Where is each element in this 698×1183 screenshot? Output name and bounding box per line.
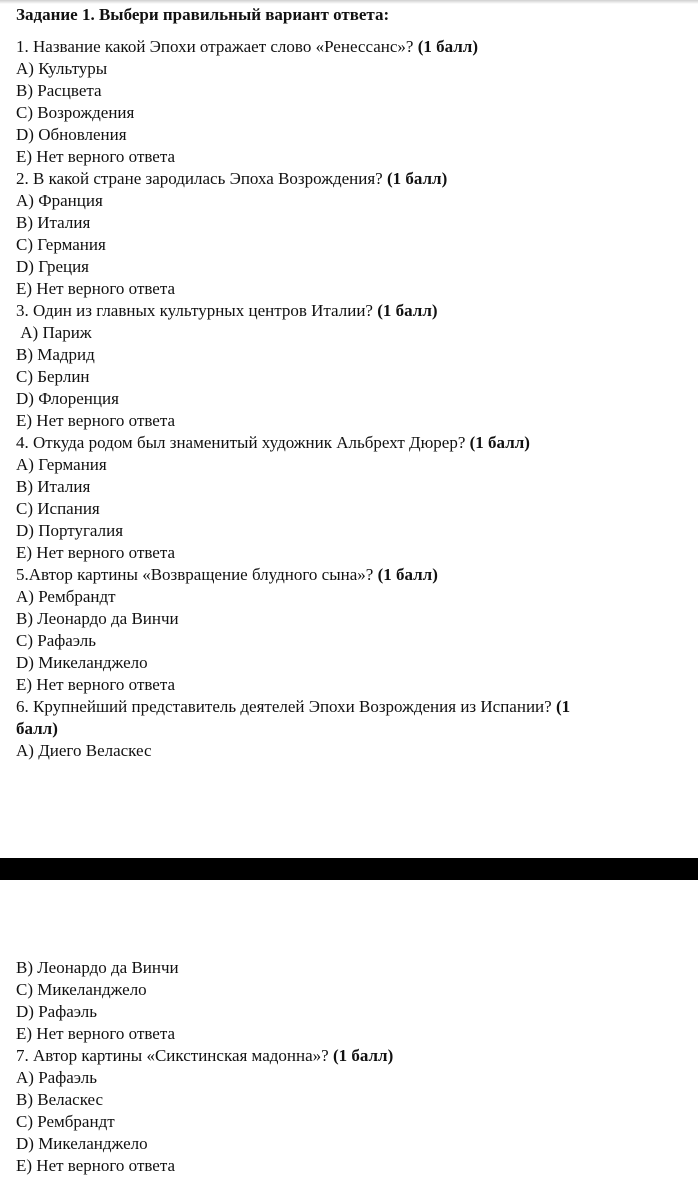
q4-option-e: Е) Нет верного ответа xyxy=(16,543,176,562)
q3-option-a: А) Париж xyxy=(16,323,92,342)
question-4-text: 4. Откуда родом был знаменитый художник Альбрехт Дюрер? xyxy=(16,433,470,452)
question-4 xyxy=(16,432,530,454)
question-5-points: (1 балл) xyxy=(377,565,438,584)
q3-option-c: С) Берлин xyxy=(16,367,90,386)
q7-option-b: В) Веласкес xyxy=(16,1090,104,1109)
q6-option-d: D) Рафаэль xyxy=(16,1002,97,1021)
q6-option-b: В) Леонардо да Винчи xyxy=(16,958,179,977)
question-3-points: (1 балл) xyxy=(377,301,438,320)
q3-option-b: В) Мадрид xyxy=(16,345,95,364)
q1-option-d: D) Обновления xyxy=(16,125,127,144)
q6-option-a: А) Диего Веласкес xyxy=(16,741,152,760)
q1-option-e: Е) Нет верного ответа xyxy=(16,147,176,166)
question-6 xyxy=(16,696,570,718)
q3-option-e: Е) Нет верного ответа xyxy=(16,411,176,430)
q1-option-a: А) Культуры xyxy=(16,59,108,78)
q1-option-b: В) Расцвета xyxy=(16,81,102,100)
question-3-text: 3. Один из главных культурных центров Италии? xyxy=(16,301,378,320)
q6-option-e: Е) Нет верного ответа xyxy=(16,1024,176,1043)
page-separator xyxy=(0,858,698,880)
q4-option-b: В) Италия xyxy=(16,477,91,496)
q6-option-c: С) Микеланджело xyxy=(16,980,147,999)
question-1-points: (1 балл) xyxy=(417,37,478,56)
q4-option-c: С) Испания xyxy=(16,499,100,518)
q4-option-a: А) Германия xyxy=(16,455,107,474)
question-2-text: 2. В какой стране зародилась Эпоха Возрождения? xyxy=(16,169,387,188)
q2-option-d: D) Греция xyxy=(16,257,90,276)
q2-option-e: Е) Нет верного ответа xyxy=(16,279,176,298)
q5-option-c: С) Рафаэль xyxy=(16,631,97,650)
question-1-text: 1. Название какой Эпохи отражает слово «Ренессанс»? xyxy=(16,37,418,56)
q7-option-c: С) Рембрандт xyxy=(16,1112,115,1131)
q2-option-c: С) Германия xyxy=(16,235,106,254)
question-4-points: (1 балл) xyxy=(469,433,530,452)
question-2 xyxy=(16,168,447,190)
question-6-points-start: (1 xyxy=(555,697,571,716)
question-7-text: 7. Автор картины «Сикстинская мадонна»? xyxy=(16,1046,333,1065)
q4-option-d: D) Португалия xyxy=(16,521,124,540)
question-7 xyxy=(16,1045,393,1067)
question-5 xyxy=(16,564,438,586)
q7-option-a: А) Рафаэль xyxy=(16,1068,97,1087)
question-3 xyxy=(16,300,438,322)
question-5-text: 5.Автор картины «Возвращение блудного сына»? xyxy=(16,565,378,584)
q5-option-a: А) Рембрандт xyxy=(16,587,116,606)
q5-option-e: Е) Нет верного ответа xyxy=(16,675,176,694)
q2-option-b: В) Италия xyxy=(16,213,91,232)
question-2-points: (1 балл) xyxy=(386,169,448,188)
question-6-text: 6. Крупнейший представитель деятелей Эпохи Возрождения из Испании? xyxy=(16,697,556,716)
q7-option-d: D) Микеланджело xyxy=(16,1134,148,1153)
q1-option-c: С) Возрождения xyxy=(16,103,135,122)
q7-option-e: Е) Нет верного ответа xyxy=(16,1156,176,1175)
question-1 xyxy=(16,36,478,58)
question-7-points: (1 балл) xyxy=(332,1046,394,1065)
q2-option-a: А) Франция xyxy=(16,191,103,210)
q3-option-d: D) Флоренция xyxy=(16,389,119,408)
q5-option-b: В) Леонардо да Винчи xyxy=(16,609,179,628)
q5-option-d: D) Микеланджело xyxy=(16,653,148,672)
question-6-points-end: балл) xyxy=(16,719,58,738)
task-title: Задание 1. Выбери правильный вариант ответа: xyxy=(16,5,390,24)
